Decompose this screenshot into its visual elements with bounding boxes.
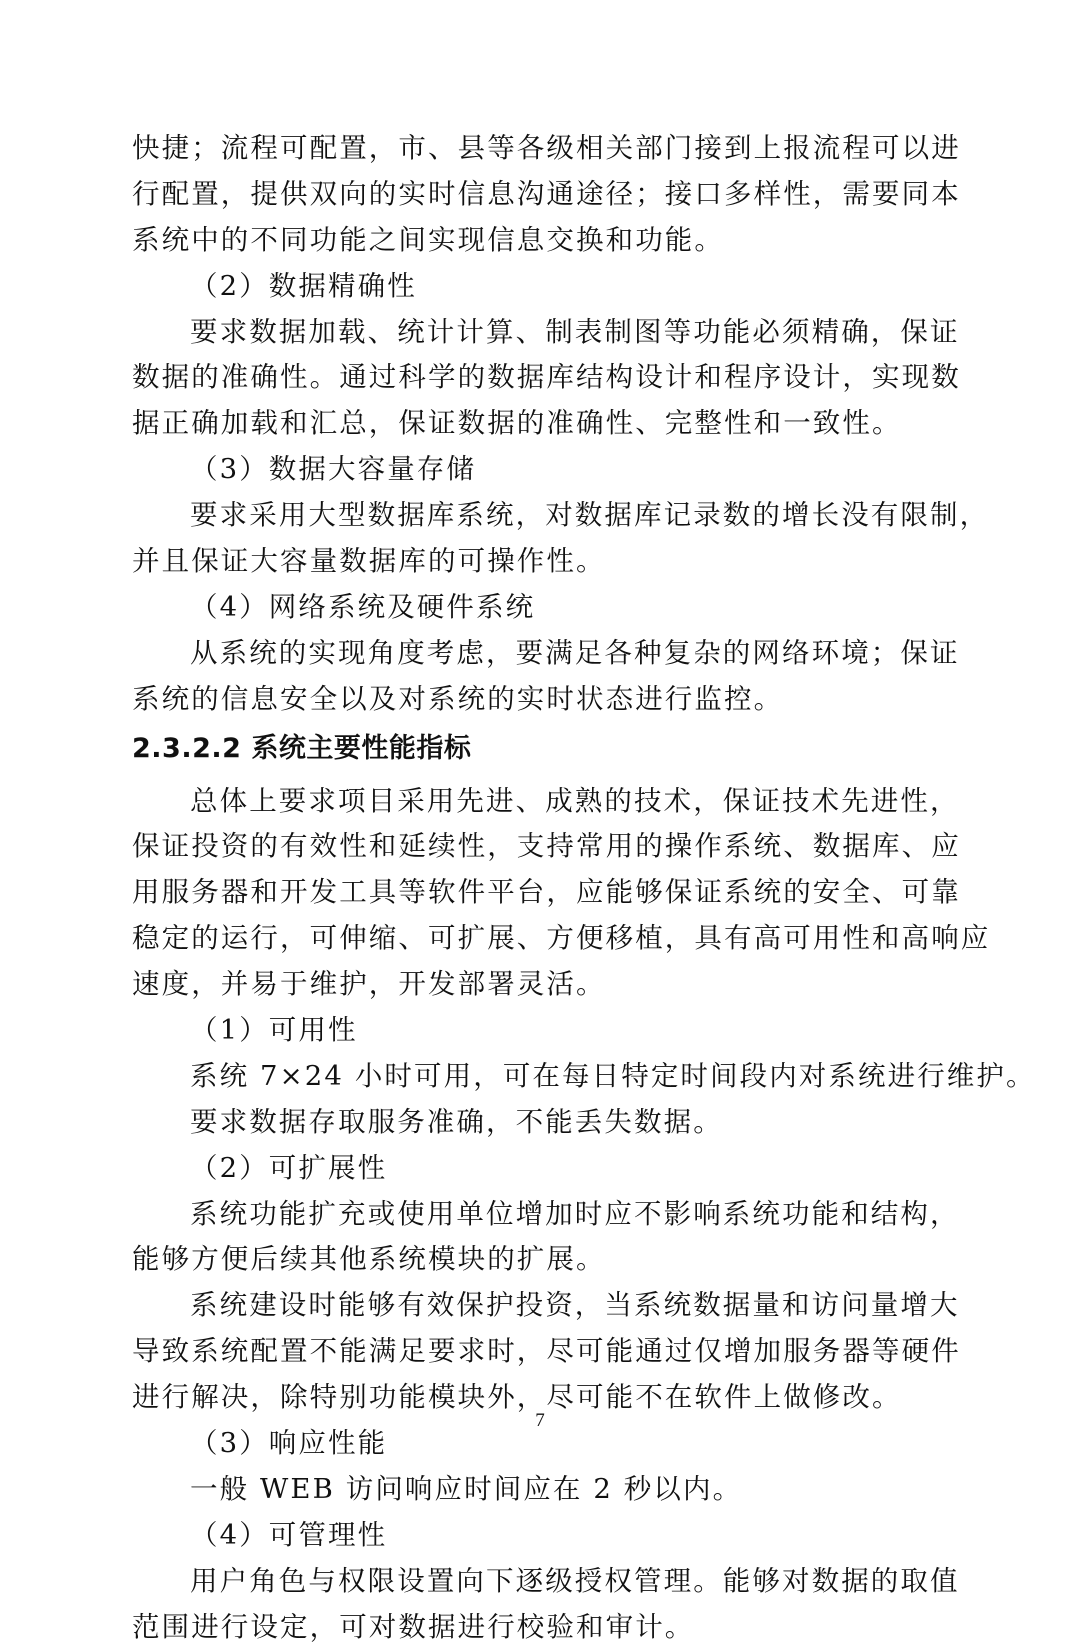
item-title: （1）可用性 <box>190 1014 358 1047</box>
paragraph-line: 并且保证大容量数据库的可操作性。 <box>132 545 606 578</box>
item-title: （4）网络系统及硬件系统 <box>190 590 536 623</box>
paragraph-line: 系统的信息安全以及对系统的实时状态进行监控。 <box>132 682 784 715</box>
item-title: （2）可扩展性 <box>190 1151 388 1184</box>
paragraph-line: 能够方便后续其他系统模块的扩展。 <box>132 1243 606 1276</box>
paragraph-line: 总体上要求项目采用先进、成熟的技术，保证技术先进性， <box>190 784 960 817</box>
paragraph-line: 行配置，提供双向的实时信息沟通途径；接口多样性，需要同本 <box>132 177 961 210</box>
paragraph-line: 范围进行设定，可对数据进行校验和审计。 <box>132 1610 695 1643</box>
paragraph-line: 一般 WEB 访问响应时间应在 2 秒以内。 <box>190 1472 743 1505</box>
item-title: （3）响应性能 <box>190 1427 388 1460</box>
item-title: （3）数据大容量存储 <box>190 453 476 486</box>
paragraph-line: 要求数据加载、统计计算、制表制图等功能必须精确，保证 <box>190 315 960 348</box>
paragraph-line: 进行解决，除特别功能模块外，尽可能不在软件上做修改。 <box>132 1381 902 1414</box>
paragraph-line: 快捷；流程可配置，市、县等各级相关部门接到上报流程可以进 <box>132 132 961 164</box>
item-title: （4）可管理性 <box>190 1518 388 1551</box>
paragraph-line: 系统 7×24 小时可用，可在每日特定时间段内对系统进行维护。 <box>190 1059 1036 1092</box>
paragraph-line: 用户角色与权限设置向下逐级授权管理。能够对数据的取值 <box>190 1564 960 1597</box>
paragraph-line: 速度，并易于维护，开发部署灵活。 <box>132 968 606 1001</box>
paragraph-line: 系统中的不同功能之间实现信息交换和功能。 <box>132 223 724 256</box>
paragraph-line: 数据的准确性。通过科学的数据库结构设计和程序设计，实现数 <box>132 361 961 394</box>
paragraph-line: 导致系统配置不能满足要求时，尽可能通过仅增加服务器等硬件 <box>132 1335 961 1368</box>
page-number: 7 <box>535 1410 545 1431</box>
paragraph-line: 保证投资的有效性和延续性，支持常用的操作系统、数据库、应 <box>132 830 961 863</box>
paragraph-line: 系统功能扩充或使用单位增加时应不影响系统功能和结构， <box>190 1197 960 1230</box>
paragraph-line: 用服务器和开发工具等软件平台，应能够保证系统的安全、可靠 <box>132 876 961 909</box>
item-title: （2）数据精确性 <box>190 269 417 302</box>
section-heading: 2.3.2.2 系统主要性能指标 <box>132 732 472 764</box>
paragraph-line: 从系统的实现角度考虑，要满足各种复杂的网络环境；保证 <box>190 636 960 669</box>
paragraph-line: 要求采用大型数据库系统，对数据库记录数的增长没有限制， <box>190 499 990 532</box>
paragraph-line: 稳定的运行，可伸缩、可扩展、方便移植，具有高可用性和高响应 <box>132 922 991 955</box>
paragraph-line: 据正确加载和汇总，保证数据的准确性、完整性和一致性。 <box>132 407 902 440</box>
paragraph-line: 要求数据存取服务准确，不能丢失数据。 <box>190 1105 723 1138</box>
paragraph-line: 系统建设时能够有效保护投资，当系统数据量和访问量增大 <box>190 1289 960 1322</box>
